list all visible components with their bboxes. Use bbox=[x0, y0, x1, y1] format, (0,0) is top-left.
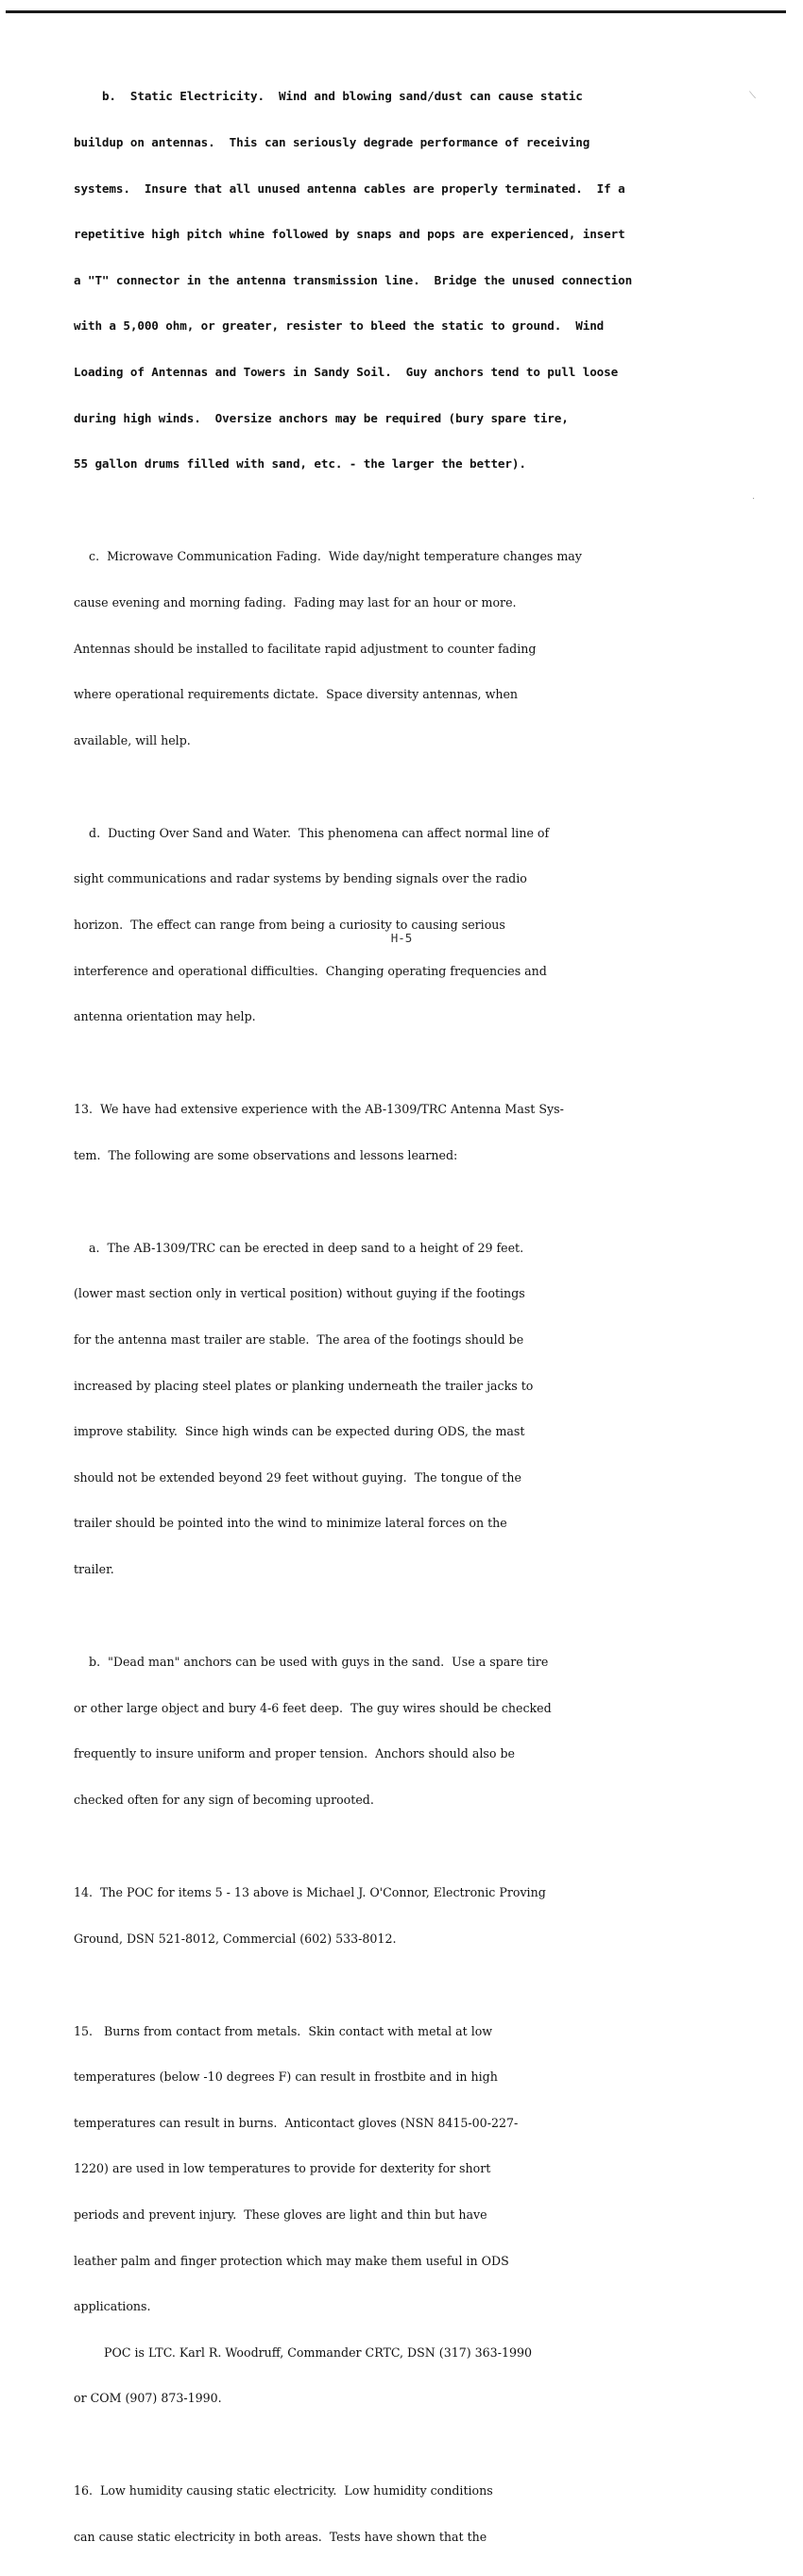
scan-artifact-icon: ⟍ bbox=[749, 91, 756, 101]
text-line: can cause static electricity in both areas. Tests have shown that the bbox=[74, 2530, 487, 2545]
text-line: Ground, DSN 521-8012, Commercial (602) 533-8012. bbox=[74, 1931, 397, 1946]
text-line: applications. bbox=[74, 2299, 151, 2314]
text-line: available, will help. bbox=[74, 732, 191, 747]
text-line: systems. Insure that all unused antenna cables are properly terminated. If a bbox=[74, 180, 625, 196]
text-line: improve stability. Since high winds can be expected during ODS, the mast bbox=[74, 1424, 525, 1439]
paragraph-15 bbox=[74, 1993, 716, 2437]
paragraph-13 bbox=[74, 1072, 716, 1194]
poc-line: POC is LTC. Karl R. Woodruff, Commander CRTC, DSN (317) 363-1990 bbox=[74, 2344, 533, 2360]
document-body bbox=[74, 59, 716, 2576]
text-line: 16. Low humidity causing static electricity. Low humidity conditions bbox=[74, 2483, 493, 2499]
text-line: for the antenna mast trailer are stable. The area of the footings should be bbox=[74, 1332, 524, 1348]
text-line: trailer should be pointed into the wind to minimize lateral forces on the bbox=[74, 1516, 507, 1531]
text-line: cause evening and morning fading. Fading may last for an hour or more. bbox=[74, 594, 517, 610]
text-line: increased by placing steel plates or planking underneath the trailer jacks to bbox=[74, 1378, 534, 1393]
top-scan-rule bbox=[6, 10, 786, 13]
paragraph-12d bbox=[74, 795, 716, 1055]
text-line: trailer. bbox=[74, 1562, 114, 1577]
text-line: or other large object and bury 4-6 feet deep. The guy wires should be checked bbox=[74, 1700, 552, 1715]
text-line: 1220) are used in low temperatures to provide for dexterity for short bbox=[74, 2161, 491, 2176]
text-line: b. Static Electricity. Wind and blowing sand/dust can cause static bbox=[74, 89, 583, 104]
text-line: 15. Burns from contact from metals. Skin contact with metal at low bbox=[74, 2023, 493, 2038]
text-line: horizon. The effect can range from being a curiosity to causing serious bbox=[74, 917, 505, 932]
text-line: a "T" connector in the antenna transmission line. Bridge the unused connection bbox=[74, 272, 633, 287]
text-line: Loading of Antennas and Towers in Sandy Soil. Guy anchors tend to pull loose bbox=[74, 365, 619, 380]
text-line: tem. The following are some observations and lessons learned: bbox=[74, 1147, 458, 1162]
text-line: 13. We have had extensive experience with the AB-1309/TRC Antenna Mast Sys- bbox=[74, 1102, 564, 1117]
text-line: buildup on antennas. This can seriously degrade performance of receiving bbox=[74, 135, 590, 150]
text-line: checked often for any sign of becoming uprooted. bbox=[74, 1792, 374, 1807]
paragraph-12c bbox=[74, 519, 716, 779]
page-number: H-5 bbox=[390, 931, 413, 945]
paragraph-13a bbox=[74, 1210, 716, 1607]
text-line: b. "Dead man" anchors can be used with guys in the sand. Use a spare tire bbox=[74, 1655, 549, 1670]
text-line: Antennas should be installed to facilitate rapid adjustment to counter fading bbox=[74, 641, 537, 656]
text-line: (lower mast section only in vertical position) without guying if the footings bbox=[74, 1286, 525, 1301]
paragraph-12b bbox=[74, 59, 716, 503]
paragraph-13b bbox=[74, 1624, 716, 1839]
text-line: 14. The POC for items 5 - 13 above is Michael J. O'Connor, Electronic Proving bbox=[74, 1884, 546, 1899]
text-line: 55 gallon drums filled with sand, etc. - the larger the better). bbox=[74, 456, 526, 472]
text-line: repetitive high pitch whine followed by snaps and pops are experienced, insert bbox=[74, 227, 625, 242]
text-line: temperatures (below -10 degrees F) can result in frostbite and in high bbox=[74, 2069, 498, 2085]
text-line: during high winds. Oversize anchors may be required (bury spare tire, bbox=[74, 410, 569, 425]
text-line: a. The AB-1309/TRC can be erected in deep sand to a height of 29 feet. bbox=[74, 1240, 524, 1255]
text-line: periods and prevent injury. These gloves are light and thin but have bbox=[74, 2207, 487, 2223]
paragraph-14 bbox=[74, 1855, 716, 1978]
text-line: frequently to insure uniform and proper tension. Anchors should also be bbox=[74, 1746, 515, 1761]
text-line: sight communications and radar systems by bending signals over the radio bbox=[74, 871, 527, 886]
text-line: where operational requirements dictate. Space diversity antennas, when bbox=[74, 687, 519, 702]
text-line: interference and operational difficulties. Changing operating frequencies and bbox=[74, 963, 547, 978]
text-line: should not be extended beyond 29 feet without guying. The tongue of the bbox=[74, 1469, 521, 1485]
text-line: leather palm and finger protection which may make them useful in ODS bbox=[74, 2253, 509, 2268]
text-line: temperatures can result in burns. Anticontact gloves (NSN 8415-00-227- bbox=[74, 2115, 519, 2130]
text-line: d. Ducting Over Sand and Water. This phenomena can affect normal line of bbox=[74, 825, 550, 840]
scan-artifact-icon: . bbox=[752, 491, 756, 502]
text-line: with a 5,000 ohm, or greater, resister to bleed the static to ground. Wind bbox=[74, 318, 605, 334]
paragraph-16 bbox=[74, 2453, 716, 2576]
text-line: c. Microwave Communication Fading. Wide day/night temperature changes may bbox=[74, 549, 582, 564]
text-line: antenna orientation may help. bbox=[74, 1009, 256, 1024]
text-line: or COM (907) 873-1990. bbox=[74, 2391, 222, 2406]
